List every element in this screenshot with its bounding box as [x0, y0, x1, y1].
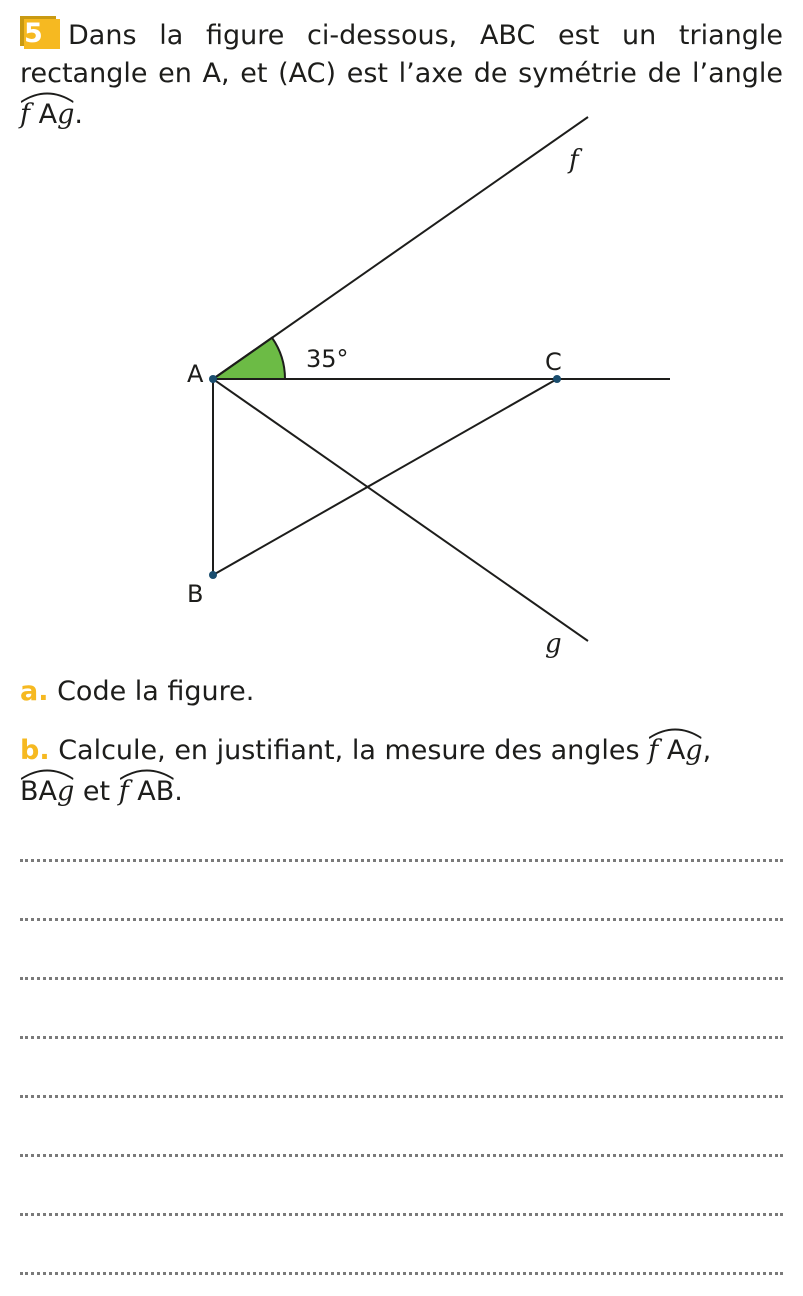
label-A: A [187, 360, 204, 388]
answer-line[interactable] [20, 977, 783, 980]
exercise-number: 5 [24, 19, 60, 49]
angle-fAB: f AB [119, 770, 175, 808]
label-B: B [187, 580, 204, 608]
answer-line[interactable] [20, 1154, 783, 1157]
question-a-letter: a. [20, 676, 49, 707]
answer-line[interactable] [20, 1095, 783, 1098]
exercise-statement: 5 Dans la figure ci-dessous, ABC est un triangle rectangle en A, et (AC) est l’axe de symétrie de l’angle f Ag. [20, 18, 783, 130]
angle-35-sector [213, 338, 285, 379]
question-b: b. Calcule, en justifiant, la mesure des angles f Ag, BAg et f AB. [20, 729, 783, 811]
answer-line[interactable] [20, 1213, 783, 1216]
angle-label: 35° [306, 345, 349, 373]
angle-fAg: f Ag [20, 93, 74, 131]
point-C [553, 375, 561, 383]
label-f: f [569, 145, 579, 175]
label-g: g [545, 629, 562, 659]
label-C: C [545, 348, 562, 376]
question-a [20, 673, 783, 711]
point-B [209, 571, 217, 579]
question-a-text: Code la figure. [57, 676, 255, 707]
answer-line[interactable] [20, 1036, 783, 1039]
question-b-text: Calcule, en justifiant, la mesure des angles [58, 735, 640, 766]
answer-line[interactable] [20, 1272, 783, 1275]
half-line-f [213, 117, 588, 379]
answer-line[interactable] [20, 918, 783, 921]
statement-text: Dans la figure ci-dessous, ABC est un triangle rectangle en A, et (AC) est l’axe de symétrie de l’angle [20, 20, 783, 89]
question-b-letter: b. [20, 735, 50, 766]
angle-fAg-b: f Ag [648, 729, 702, 767]
half-line-g [213, 379, 588, 641]
point-A [209, 375, 217, 383]
angle-BAg: BAg [20, 770, 74, 808]
segment-BC [213, 379, 557, 575]
answer-line[interactable] [20, 859, 783, 862]
